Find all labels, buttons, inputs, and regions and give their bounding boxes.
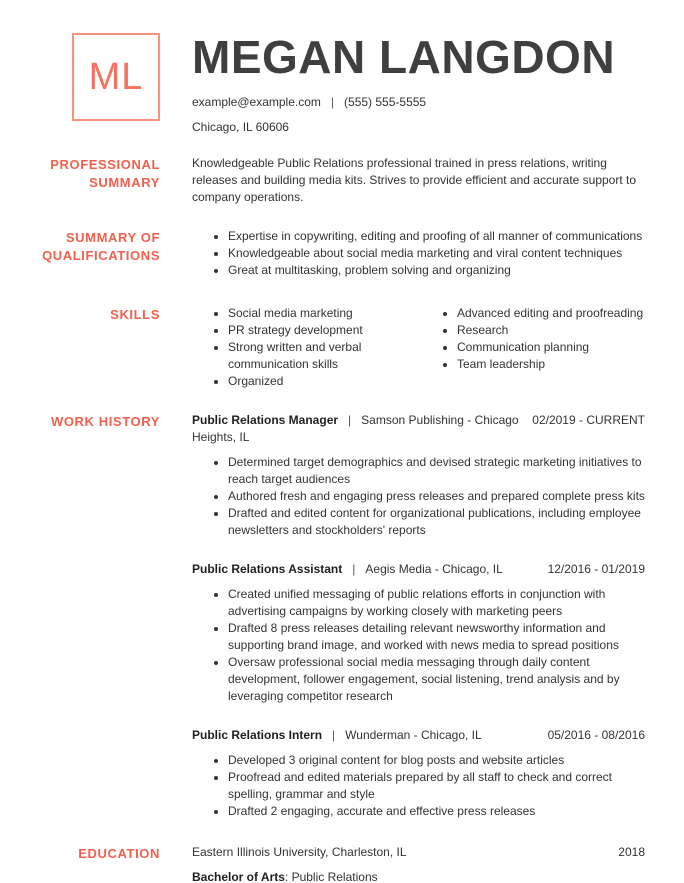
contact-line <box>192 94 645 110</box>
job-entry <box>192 412 645 539</box>
bullet-item: • Oversaw professional social media messaging through daily content development, follower engagement, social listening, trend analysis and by leveraging competitor research <box>228 654 645 705</box>
section-professional-summary <box>0 155 645 206</box>
job-company: Aegis Media - Chicago, IL <box>365 562 503 576</box>
phone-text: (555) 555-5555 <box>344 95 427 109</box>
qualifications-content <box>192 228 645 279</box>
bullet-item: • Organized <box>228 373 421 390</box>
job-title: Public Relations Intern <box>192 728 323 742</box>
job-company: Wunderman - Chicago, IL <box>345 728 482 742</box>
bullet-item: • Expertise in copywriting, editing and proofing of all manner of communications <box>228 228 645 245</box>
job-title-line <box>192 727 482 744</box>
resume-header <box>0 33 645 135</box>
bullet-item: • Team leadership <box>457 356 645 373</box>
bullet-item: • Communication planning <box>457 339 645 356</box>
skills-columns <box>192 305 645 390</box>
address-text: Chicago, IL 60606 <box>192 120 289 134</box>
monogram-column <box>0 33 160 135</box>
contact-separator: | <box>330 95 335 109</box>
job-dates: 12/2016 - 01/2019 <box>547 562 645 576</box>
skills-heading: SKILLS <box>110 307 160 322</box>
education-school-row <box>192 844 645 861</box>
job-company: Samson Publishing - Chicago Heights, IL <box>192 413 519 444</box>
bullet-item: • Strong written and verbal communication skills <box>228 339 421 373</box>
job-title-line <box>192 561 503 578</box>
bullet-item: • Proofread and edited materials prepared by all staff to check and correct spelling, grammar and style <box>228 769 645 803</box>
bullet-item: • Advanced editing and proofreading <box>457 305 645 322</box>
degree-field: : Public Relations <box>284 870 378 883</box>
skills-list-right <box>421 305 645 390</box>
skills-list-left <box>192 305 421 390</box>
job-bullets <box>192 752 645 820</box>
email-text: example@example.com <box>192 95 321 109</box>
job-bullets <box>192 454 645 539</box>
job-header <box>192 727 645 744</box>
job-header <box>192 412 645 446</box>
bullet-item: • Developed 3 original content for blog posts and website articles <box>228 752 645 769</box>
qualifications-list <box>192 228 645 279</box>
monogram-box <box>72 33 160 121</box>
qualifications-heading: SUMMARY OF QUALIFICATIONS <box>42 230 160 263</box>
bullet-item: • Drafted 2 engaging, accurate and effective press releases <box>228 803 645 820</box>
work-history-heading: WORK HISTORY <box>50 414 160 429</box>
section-skills <box>0 305 645 390</box>
professional-summary-heading: PROFESSIONAL SUMMARY <box>50 157 160 190</box>
education-content <box>192 844 645 883</box>
job-title: Public Relations Assistant <box>192 562 343 576</box>
bullet-item: • PR strategy development <box>228 322 421 339</box>
job-entry <box>192 561 645 705</box>
section-qualifications <box>0 228 645 279</box>
bullet-item: • Great at multitasking, problem solving and organizing <box>228 262 645 279</box>
header-main <box>192 33 645 135</box>
degree-name: Bachelor of Arts <box>192 870 285 883</box>
education-degree-line <box>192 869 645 883</box>
education-school: Eastern Illinois University, Charleston, IL <box>192 845 407 859</box>
bullet-item: • Drafted 8 press releases detailing relevant newsworthy information and supporting brand image, and worked with news media to spread positions <box>228 620 645 654</box>
bullet-item: • Determined target demographics and devised strategic marketing initiatives to reach target audiences <box>228 454 645 488</box>
job-bullets <box>192 586 645 705</box>
monogram-initials: ML <box>88 56 144 98</box>
section-education <box>0 844 645 883</box>
section-work-history <box>0 412 645 842</box>
job-separator: | <box>352 562 356 576</box>
bullet-item: • Drafted and edited content for organizational publications, including employee newsletters and stockholders' reports <box>228 505 645 539</box>
bullet-item: • Social media marketing <box>228 305 421 322</box>
job-header <box>192 561 645 578</box>
job-dates: 05/2016 - 08/2016 <box>547 728 645 742</box>
job-separator: | <box>332 728 336 742</box>
job-separator: | <box>348 413 352 427</box>
education-year: 2018 <box>618 845 645 859</box>
bullet-item: • Authored fresh and engaging press releases and prepared complete press kits <box>228 488 645 505</box>
job-dates: 02/2019 - CURRENT <box>532 413 645 427</box>
bullet-item: • Knowledgeable about social media marketing and viral content techniques <box>228 245 645 262</box>
job-entry <box>192 727 645 820</box>
bullet-item: • Created unified messaging of public relations efforts in conjunction with advertising campaigns by working closely with marketing peers <box>228 586 645 620</box>
job-title-line <box>192 412 532 446</box>
candidate-name: MEGAN LANGDON <box>192 31 616 83</box>
job-title: Public Relations Manager <box>192 413 339 427</box>
education-heading: EDUCATION <box>78 846 160 861</box>
work-history-content <box>192 412 645 842</box>
professional-summary-text: Knowledgeable Public Relations professional trained in press relations, writing releases and building media kits. Strives to provide efficient and accurate support to company operations. <box>192 156 637 204</box>
bullet-item: • Research <box>457 322 645 339</box>
